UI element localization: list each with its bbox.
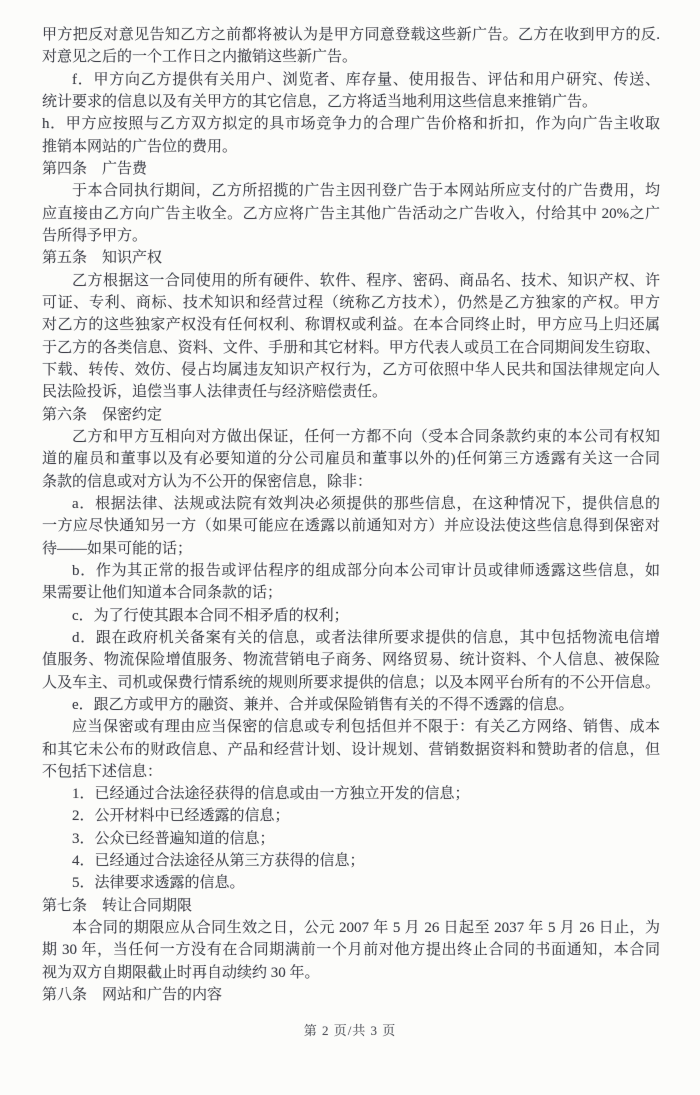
text-line: d．跟在政府机关备案有关的信息，或者法律所要求提供的信息，其中包括物流电信增 <box>72 629 660 646</box>
text-line: e．跟乙方或甲方的融资、兼并、合并或保险销售有关的不得不透露的信息。 <box>72 696 574 713</box>
text-line: 统计要求的信息以及有关甲方的其它信息，乙方将适当地利用这些信息来推销广告。 <box>42 93 598 110</box>
text-line: 值服务、物流保险增值服务、物流营销电子商务、网络贸易、统计资料、个人信息、被保险 <box>42 652 660 669</box>
text-line: 乙方和甲方互相向对方做出保证，任何一方都不向（受本合同条款约束的本公司有权知 <box>72 428 660 445</box>
text-line: 可证、专利、商标、技术知识和经营过程（统称乙方技术），仍然是乙方独家的产权。甲方 <box>42 294 660 311</box>
text-line: 乙方根据这一合同使用的所有硬件、软件、程序、密码、商品名、技术、知识产权、许 <box>72 272 660 289</box>
text-line: b．作为其正常的报告或评估程序的组成部分向本公司审计员或律师透露这些信息，如 <box>72 562 660 579</box>
text-line: 甲方把反对意见告知乙方之前都将被认为是甲方同意登载这些新广告。乙方在收到甲方的反. <box>42 27 660 43</box>
text-line: 2．公开材料中已经透露的信息； <box>72 808 290 825</box>
text-line: 4．已经通过合法途径从第三方获得的信息； <box>72 853 365 870</box>
text-line: 待——如果可能的话； <box>42 540 193 557</box>
text-line: 期 30 年，当任何一方没有在合同期满前一个月前对他方提出终止合同的书面通知，本合同 <box>42 942 660 959</box>
text-line: 一方应尽快通知另一方（如果可能应在透露以前通知对方）并应设法使这些信息得到保密对 <box>42 518 660 535</box>
page-number: 第 2 页/共 3 页 <box>303 1023 397 1038</box>
text-line: 道的雇员和董事以及有必要知道的分公司雇员和董事以外的)任何第三方透露有关这一合同 <box>42 451 660 468</box>
text-line: h．甲方应按照与乙方双方拟定的具市场竞争力的合理广告价格和折扣，作为向广告主收取 <box>42 116 660 133</box>
text-line: 视为双方自期限截止时再自动续约 30 年。 <box>42 964 320 981</box>
text-line: 告所得予甲方。 <box>42 227 148 244</box>
text-line: 于乙方的各类信息、资料、文件、手册和其它材料。甲方代表人或员工在合同期间发生窃取、 <box>42 339 660 356</box>
text-line: 对意见之后的一个工作日之内撤销这些新广告。 <box>42 49 358 66</box>
section-heading: 第八条 网站和广告的内容 <box>42 987 223 1004</box>
text-line: 5．法律要求透露的信息。 <box>72 875 245 892</box>
text-line: 推销本网站的广告位的费用。 <box>42 138 238 155</box>
text-line: a．根据法律、法规或法院有效判决必须提供的那些信息，在这种情况下，提供信息的 <box>72 495 660 512</box>
text-line: 本合同的期限应从合同生效之日，公元 2007 年 5 月 26 日起至 2037 年 5 月 26 日止，为 <box>72 920 660 937</box>
text-line: 应直接由乙方向广告主收全。乙方应将广告主其他广告活动之广告收入，付给其中 20%之广 <box>42 205 660 222</box>
text-line: 不包括下述信息： <box>42 763 163 780</box>
text-line: 人及车主、司机或保费行情系统的规则所要求提供的信息；以及本网平台所有的不公开信息。 <box>42 674 660 691</box>
section-heading: 第七条 转让合同期限 <box>42 897 193 914</box>
text-line: 民法险投诉，追偿当事人法律责任与经济赔偿责任。 <box>42 384 388 401</box>
text-line: 应当保密或有理由应当保密的信息或专利包括但并不限于：有关乙方网络、销售、成本 <box>72 719 660 736</box>
text-line: 条款的信息或对方认为不公开的保密信息，除非： <box>42 473 373 490</box>
text-line: c．为了行使其跟本合同不相矛盾的权利； <box>72 607 349 624</box>
text-line: 于本合同执行期间，乙方所招揽的广告主因刊登广告于本网站所应支付的广告费用，均 <box>72 183 660 200</box>
text-line: 对乙方的这些独家产权没有任何权利、称谓权或利益。在本合同终止时，甲方应马上归还属 <box>42 317 660 334</box>
text-line: 1．已经通过合法途径获得的信息或由一方独立开发的信息； <box>72 786 470 803</box>
section-heading: 第四条 广告费 <box>42 160 148 177</box>
contract-body <box>42 24 660 1006</box>
text-line: f．甲方向乙方提供有关用户、浏览者、库存量、使用报告、评估和用户研究、传送、 <box>72 71 660 88</box>
text-line: 果需要让他们知道本合同条款的话； <box>42 585 283 602</box>
text-line: 下载、转传、效仿、侵占均属违友知识产权行为，乙方可依照中华人民共和国法律规定向人 <box>42 361 660 378</box>
section-heading: 第五条 知识产权 <box>42 250 163 267</box>
section-heading: 第六条 保密约定 <box>42 406 163 423</box>
text-line: 3．公众已经普遍知道的信息； <box>72 830 275 847</box>
text-line: 和其它未公布的财政信息、产品和经营计划、设计规划、营销数据资料和赞助者的信息，但 <box>42 741 660 758</box>
